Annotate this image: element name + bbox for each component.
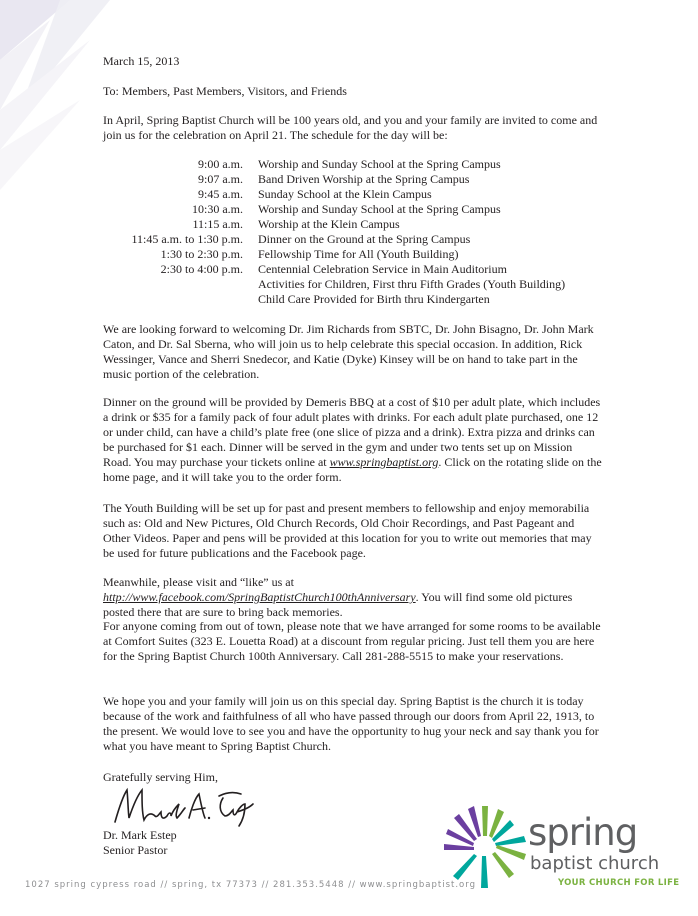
schedule-event: Worship and Sunday School at the Spring Campus (258, 157, 501, 171)
schedule-row (103, 187, 623, 202)
letter-salutation: To: Members, Past Members, Visitors, and Friends (103, 84, 347, 98)
schedule-time: 1:30 to 2:30 p.m. (160, 247, 243, 261)
schedule-time: 11:45 a.m. to 1:30 p.m. (131, 232, 243, 246)
schedule-event: Dinner on the Ground at the Spring Campus (258, 232, 471, 246)
handwritten-signature (111, 782, 261, 830)
schedule-event: Band Driven Worship at the Spring Campus (258, 172, 470, 186)
schedule-list (103, 157, 623, 307)
schedule-time: 11:15 a.m. (192, 217, 243, 231)
schedule-event: Centennial Celebration Service in Main Auditorium (258, 262, 507, 276)
facebook-text-start: Meanwhile, please visit and “like” us at (103, 575, 294, 589)
schedule-time: 9:45 a.m. (198, 187, 243, 201)
brand-tagline: YOUR CHURCH FOR LIFE (558, 878, 680, 888)
schedule-event: Sunday School at the Klein Campus (258, 187, 432, 201)
schedule-event: Fellowship Time for All (Youth Building) (258, 247, 459, 261)
schedule-row (103, 292, 623, 307)
schedule-event: Worship and Sunday School at the Spring Campus (258, 202, 501, 216)
schedule-row (103, 277, 623, 292)
intro-paragraph: In April, Spring Baptist Church will be 100 years old, and you and your family are invited to come and join us for the celebration on April 21. The schedule for the day will be: (103, 113, 598, 142)
schedule-row (103, 262, 623, 277)
facebook-text-end: . You will find some old pictures posted there that are sure to bring back memories. (103, 590, 573, 619)
facebook-link[interactable]: http://www.facebook.com/SpringBaptistChurch100thAnniversary (103, 590, 416, 604)
signer-name: Dr. Mark Estep (103, 828, 177, 842)
dinner-text-end: . Click on the rotating slide on the home page, and it will take you to the order form. (103, 455, 602, 484)
schedule-event: Worship at the Klein Campus (258, 217, 400, 231)
schedule-time: 10:30 a.m. (192, 202, 243, 216)
dinner-text-start: Dinner on the ground will be provided by Demeris BBQ at a cost of $10 per adult plate, which includes a drink or $35 for a family pack of four adult plates with drinks. For each adult plate purchased, one 12 or under child, can have a child’s plate free (one slice of pizza and a drink). Extra pizza and drinks can be purchased for $1 each. Dinner will be served in the gym and under two tents set up on Mission Road. You may purchase your tickets online at (103, 395, 601, 469)
youth-building-paragraph: The Youth Building will be set up for past and present members to fellowship and enjoy memorabilia such as: Old and New Pictures, Old Church Records, Old Choir Recordings, and Past Pageant and Other Videos. Paper and pens will be provided at this location for you to write out memories that may be used for future publications and the Facebook page. (103, 501, 592, 560)
schedule-event: Child Care Provided for Birth thru Kindergarten (258, 292, 490, 306)
schedule-row (103, 217, 623, 232)
footer-address: 1027 spring cypress road // spring, tx 77373 // 281.353.5448 // www.springbaptist.org (25, 880, 476, 890)
website-link[interactable]: www.springbaptist.org (329, 455, 439, 469)
speakers-paragraph: We are looking forward to welcoming Dr. Jim Richards from SBTC, Dr. John Bisagno, Dr. John Mark Caton, and Dr. Sal Sberna, who will join us to help celebrate this special occasion. In addition, Rick Wessinger, Vance and Sherri Snedecor, and Katie (Dyke) Kinsey will be on hand to take part in the music portion of the celebration. (103, 322, 594, 381)
signer-title: Senior Pastor (103, 843, 168, 857)
schedule-time: 9:00 a.m. (198, 157, 243, 171)
schedule-row (103, 232, 623, 247)
spring-logo-icon (444, 806, 526, 888)
schedule-time: 9:07 a.m. (198, 172, 243, 186)
schedule-row (103, 172, 623, 187)
schedule-event: Activities for Children, First thru Fifth Grades (Youth Building) (258, 277, 566, 291)
schedule-row (103, 247, 623, 262)
brand-name-spring: spring (528, 811, 638, 854)
schedule-time: 2:30 to 4:00 p.m. (160, 262, 243, 276)
brand-name-church: baptist church (530, 853, 660, 874)
facebook-paragraph (103, 575, 603, 620)
lodging-paragraph: For anyone coming from out of town, please note that we have arranged for some rooms to be available at Comfort Suites (323 E. Louetta Road) at a discount from regular pricing. Just tell them you are here for the Spring Baptist Church 100th Anniversary. Call 281-288-5515 to make your reservations. (103, 619, 601, 663)
schedule-row (103, 202, 623, 217)
closing-paragraph: We hope you and your family will join us on this special day. Spring Baptist is the church it is today because of the work and faithfulness of all who have passed through our doors from April 22, 1913, to the present. We would love to see you and have the opportunity to hug your neck and say thank you for what you have meant to Spring Baptist Church. (103, 694, 599, 753)
letter-date: March 15, 2013 (103, 54, 180, 68)
letter-closing: Gratefully serving Him, (103, 770, 218, 784)
schedule-row (103, 157, 623, 172)
dinner-paragraph (103, 395, 603, 485)
